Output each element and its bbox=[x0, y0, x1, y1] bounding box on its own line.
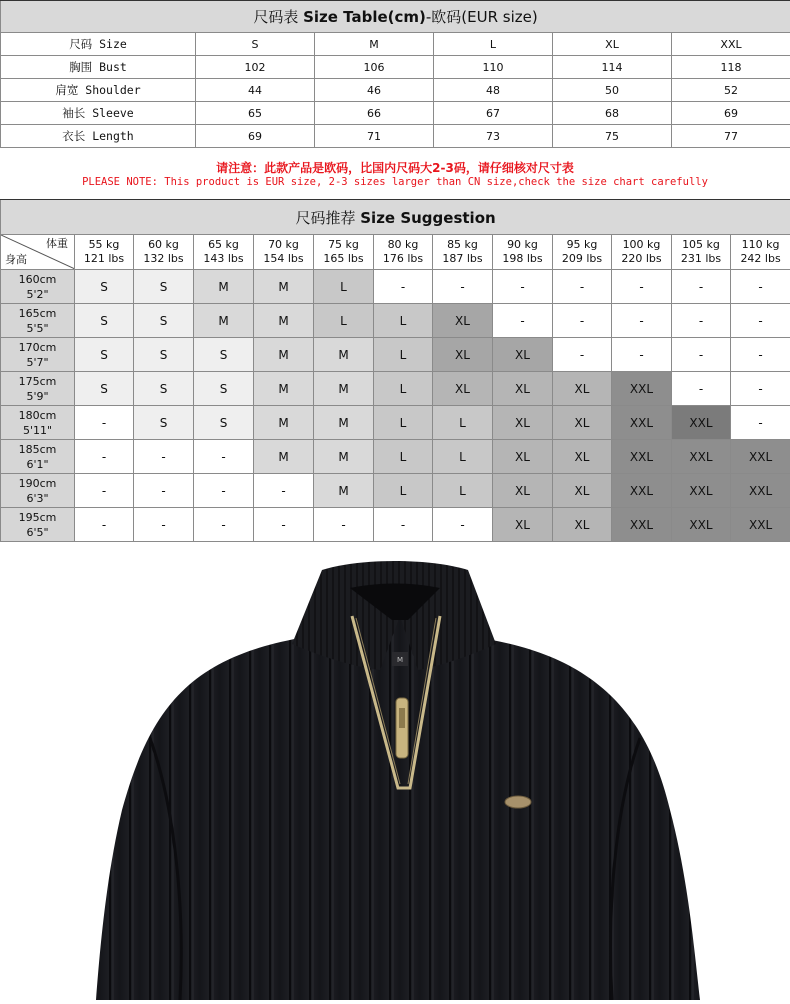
height-cm: 180cm bbox=[1, 408, 74, 423]
weight-header-row bbox=[1, 235, 790, 270]
weight-kg: 65 kg bbox=[194, 238, 253, 252]
height-ft: 6'1" bbox=[1, 457, 74, 472]
suggestion-cell: L bbox=[433, 474, 493, 508]
suggestion-cell: - bbox=[194, 508, 254, 542]
corner-height-label: 身高 bbox=[5, 253, 27, 267]
suggestion-cell: L bbox=[314, 304, 374, 338]
product-photo bbox=[0, 548, 790, 1000]
weight-lbs: 187 lbs bbox=[433, 252, 492, 266]
weight-lbs: 242 lbs bbox=[731, 252, 790, 266]
height-header-cell bbox=[1, 508, 75, 542]
size-table-title-suffix: -欧码(EUR size) bbox=[426, 8, 538, 26]
size-cell: 110 bbox=[434, 56, 553, 79]
sweater-illustration bbox=[0, 548, 790, 1000]
suggestion-cell: XXL bbox=[612, 508, 672, 542]
height-header-cell bbox=[1, 338, 75, 372]
suggestion-cell: S bbox=[75, 304, 134, 338]
suggestion-cell: - bbox=[75, 406, 134, 440]
size-row-label: 尺码 Size bbox=[1, 33, 196, 56]
suggestion-cell: - bbox=[493, 270, 553, 304]
suggestion-cell: - bbox=[553, 304, 612, 338]
size-cell: 71 bbox=[315, 125, 434, 148]
weight-lbs: 121 lbs bbox=[75, 252, 133, 266]
suggestion-cell: XL bbox=[553, 474, 612, 508]
size-table-row bbox=[1, 125, 790, 148]
suggestion-cell: XXL bbox=[731, 440, 790, 474]
weight-lbs: 220 lbs bbox=[612, 252, 671, 266]
size-cell: 114 bbox=[553, 56, 672, 79]
suggestion-cell: XL bbox=[493, 406, 553, 440]
corner-cell bbox=[1, 235, 75, 270]
weight-kg: 95 kg bbox=[553, 238, 611, 252]
weight-kg: 85 kg bbox=[433, 238, 492, 252]
size-note-cn: 请注意：此款产品是欧码，比国内尺码大2-3码，请仔细核对尺寸表 bbox=[0, 159, 790, 176]
weight-kg: 105 kg bbox=[672, 238, 730, 252]
suggestion-cell: - bbox=[672, 270, 731, 304]
suggestion-cell: XL bbox=[433, 304, 493, 338]
height-header-cell bbox=[1, 270, 75, 304]
size-cell: 118 bbox=[672, 56, 790, 79]
suggestion-row bbox=[1, 270, 790, 304]
suggestion-cell: XL bbox=[553, 372, 612, 406]
suggestion-cell: XL bbox=[433, 338, 493, 372]
suggestion-cell: M bbox=[314, 372, 374, 406]
size-table-body bbox=[1, 33, 790, 148]
height-cm: 170cm bbox=[1, 340, 74, 355]
suggestion-cell: XXL bbox=[612, 372, 672, 406]
size-row-label: 胸围 Bust bbox=[1, 56, 196, 79]
weight-lbs: 209 lbs bbox=[553, 252, 611, 266]
size-cell: 66 bbox=[315, 102, 434, 125]
suggestion-title-en: Size Suggestion bbox=[360, 209, 495, 227]
height-header-cell bbox=[1, 440, 75, 474]
size-note-en: PLEASE NOTE: This product is EUR size, 2-3 sizes larger than CN size,check the size chart carefully bbox=[0, 176, 790, 188]
weight-lbs: 198 lbs bbox=[493, 252, 552, 266]
size-cell: L bbox=[434, 33, 553, 56]
size-cell: 75 bbox=[553, 125, 672, 148]
weight-header-cell bbox=[493, 235, 553, 270]
size-cell: 50 bbox=[553, 79, 672, 102]
weight-kg: 90 kg bbox=[493, 238, 552, 252]
suggestion-cell: XXL bbox=[731, 508, 790, 542]
weight-lbs: 176 lbs bbox=[374, 252, 432, 266]
size-cell: 65 bbox=[196, 102, 315, 125]
suggestion-row bbox=[1, 474, 790, 508]
size-row-label: 袖长 Sleeve bbox=[1, 102, 196, 125]
suggestion-cell: - bbox=[374, 508, 433, 542]
suggestion-cell: S bbox=[134, 304, 194, 338]
size-row-label: 衣长 Length bbox=[1, 125, 196, 148]
height-header-cell bbox=[1, 372, 75, 406]
weight-header-cell bbox=[612, 235, 672, 270]
suggestion-cell: S bbox=[75, 270, 134, 304]
size-cell: 44 bbox=[196, 79, 315, 102]
suggestion-cell: - bbox=[75, 508, 134, 542]
suggestion-cell: M bbox=[254, 304, 314, 338]
weight-kg: 100 kg bbox=[612, 238, 671, 252]
suggestion-cell: L bbox=[374, 406, 433, 440]
suggestion-cell: L bbox=[374, 474, 433, 508]
suggestion-cell: - bbox=[731, 304, 790, 338]
suggestion-cell: M bbox=[254, 338, 314, 372]
suggestion-cell: - bbox=[75, 474, 134, 508]
weight-header-cell bbox=[134, 235, 194, 270]
size-cell: 52 bbox=[672, 79, 790, 102]
size-cell: M bbox=[315, 33, 434, 56]
suggestion-cell: - bbox=[612, 338, 672, 372]
suggestion-cell: - bbox=[731, 270, 790, 304]
suggestion-cell: S bbox=[134, 338, 194, 372]
suggestion-cell: M bbox=[254, 270, 314, 304]
weight-kg: 70 kg bbox=[254, 238, 313, 252]
suggestion-cell: - bbox=[254, 508, 314, 542]
height-ft: 6'3" bbox=[1, 491, 74, 506]
suggestion-cell: XL bbox=[493, 372, 553, 406]
suggestion-title bbox=[1, 200, 790, 235]
size-table bbox=[0, 0, 790, 148]
suggestion-cell: L bbox=[374, 338, 433, 372]
weight-kg: 55 kg bbox=[75, 238, 133, 252]
suggestion-cell: L bbox=[433, 440, 493, 474]
suggestion-cell: - bbox=[612, 270, 672, 304]
size-suggestion-table bbox=[0, 199, 790, 542]
size-table-row bbox=[1, 102, 790, 125]
suggestion-cell: S bbox=[75, 338, 134, 372]
size-table-row bbox=[1, 33, 790, 56]
suggestion-cell: - bbox=[672, 304, 731, 338]
suggestion-cell: - bbox=[254, 474, 314, 508]
size-cell: 67 bbox=[434, 102, 553, 125]
weight-header-cell bbox=[314, 235, 374, 270]
suggestion-cell: XL bbox=[493, 474, 553, 508]
suggestion-cell: XXL bbox=[672, 406, 731, 440]
height-ft: 5'2" bbox=[1, 287, 74, 302]
suggestion-cell: - bbox=[433, 270, 493, 304]
suggestion-cell: L bbox=[374, 372, 433, 406]
suggestion-cell: - bbox=[672, 338, 731, 372]
suggestion-cell: XXL bbox=[612, 474, 672, 508]
suggestion-cell: - bbox=[731, 372, 790, 406]
suggestion-cell: - bbox=[493, 304, 553, 338]
size-cell: 69 bbox=[196, 125, 315, 148]
corner-weight-label: 体重 bbox=[46, 237, 68, 251]
suggestion-cell: - bbox=[194, 440, 254, 474]
size-row-label: 肩宽 Shoulder bbox=[1, 79, 196, 102]
suggestion-cell: M bbox=[254, 440, 314, 474]
suggestion-cell: S bbox=[134, 406, 194, 440]
size-table-title-cn: 尺码表 bbox=[253, 8, 298, 26]
suggestion-cell: - bbox=[314, 508, 374, 542]
suggestion-cell: XL bbox=[493, 338, 553, 372]
weight-header-cell bbox=[672, 235, 731, 270]
suggestion-cell: - bbox=[731, 338, 790, 372]
suggestion-cell: XXL bbox=[672, 474, 731, 508]
weight-header-cell bbox=[553, 235, 612, 270]
neck-label-text: M bbox=[397, 656, 403, 664]
suggestion-title-cn: 尺码推荐 bbox=[295, 209, 355, 227]
height-ft: 5'9" bbox=[1, 389, 74, 404]
size-cell: 46 bbox=[315, 79, 434, 102]
suggestion-cell: M bbox=[194, 270, 254, 304]
weight-kg: 80 kg bbox=[374, 238, 432, 252]
suggestion-cell: L bbox=[433, 406, 493, 440]
suggestion-cell: - bbox=[134, 508, 194, 542]
suggestion-cell: XL bbox=[493, 440, 553, 474]
size-cell: 77 bbox=[672, 125, 790, 148]
suggestion-cell: L bbox=[374, 440, 433, 474]
weight-header-cell bbox=[75, 235, 134, 270]
height-ft: 5'7" bbox=[1, 355, 74, 370]
suggestion-cell: XL bbox=[553, 406, 612, 440]
height-ft: 5'5" bbox=[1, 321, 74, 336]
suggestion-cell: XL bbox=[433, 372, 493, 406]
suggestion-cell: - bbox=[553, 338, 612, 372]
suggestion-cell: M bbox=[314, 338, 374, 372]
height-cm: 165cm bbox=[1, 306, 74, 321]
size-note bbox=[0, 147, 790, 199]
suggestion-cell: S bbox=[194, 338, 254, 372]
height-cm: 195cm bbox=[1, 510, 74, 525]
suggestion-cell: XXL bbox=[672, 440, 731, 474]
size-cell: 73 bbox=[434, 125, 553, 148]
suggestion-cell: M bbox=[314, 406, 374, 440]
weight-kg: 75 kg bbox=[314, 238, 373, 252]
weight-lbs: 143 lbs bbox=[194, 252, 253, 266]
chest-badge bbox=[505, 796, 531, 808]
suggestion-cell: - bbox=[374, 270, 433, 304]
height-cm: 185cm bbox=[1, 442, 74, 457]
suggestion-cell: XXL bbox=[612, 406, 672, 440]
size-table-title-en: Size Table(cm) bbox=[303, 8, 426, 26]
height-header-cell bbox=[1, 406, 75, 440]
weight-lbs: 154 lbs bbox=[254, 252, 313, 266]
weight-lbs: 165 lbs bbox=[314, 252, 373, 266]
height-ft: 6'5" bbox=[1, 525, 74, 540]
size-cell: 102 bbox=[196, 56, 315, 79]
weight-header-cell bbox=[433, 235, 493, 270]
suggestion-cell: - bbox=[731, 406, 790, 440]
height-cm: 190cm bbox=[1, 476, 74, 491]
suggestion-cell: - bbox=[672, 372, 731, 406]
suggestion-cell: - bbox=[553, 270, 612, 304]
suggestion-row bbox=[1, 372, 790, 406]
suggestion-cell: L bbox=[314, 270, 374, 304]
size-cell: 48 bbox=[434, 79, 553, 102]
size-cell: XL bbox=[553, 33, 672, 56]
height-ft: 5'11" bbox=[1, 423, 74, 438]
suggestion-cell: - bbox=[134, 440, 194, 474]
height-cm: 160cm bbox=[1, 272, 74, 287]
size-table-row bbox=[1, 79, 790, 102]
suggestion-cell: M bbox=[314, 474, 374, 508]
size-cell: XXL bbox=[672, 33, 790, 56]
weight-kg: 60 kg bbox=[134, 238, 193, 252]
suggestion-cell: XXL bbox=[672, 508, 731, 542]
suggestion-row bbox=[1, 508, 790, 542]
suggestion-row bbox=[1, 338, 790, 372]
suggestion-body bbox=[1, 270, 790, 542]
suggestion-cell: XL bbox=[553, 508, 612, 542]
suggestion-cell: - bbox=[75, 440, 134, 474]
size-table-title bbox=[1, 1, 790, 33]
weight-header-cell bbox=[194, 235, 254, 270]
suggestion-cell: XXL bbox=[731, 474, 790, 508]
weight-header-cell bbox=[374, 235, 433, 270]
suggestion-cell: S bbox=[75, 372, 134, 406]
size-table-row bbox=[1, 56, 790, 79]
suggestion-cell: M bbox=[194, 304, 254, 338]
suggestion-row bbox=[1, 406, 790, 440]
suggestion-cell: L bbox=[374, 304, 433, 338]
suggestion-cell: M bbox=[254, 372, 314, 406]
suggestion-row bbox=[1, 440, 790, 474]
weight-header-cell bbox=[731, 235, 790, 270]
suggestion-cell: M bbox=[314, 440, 374, 474]
suggestion-cell: - bbox=[134, 474, 194, 508]
weight-lbs: 132 lbs bbox=[134, 252, 193, 266]
height-cm: 175cm bbox=[1, 374, 74, 389]
suggestion-cell: - bbox=[612, 304, 672, 338]
height-header-cell bbox=[1, 474, 75, 508]
suggestion-cell: S bbox=[194, 372, 254, 406]
suggestion-cell: - bbox=[433, 508, 493, 542]
size-cell: 68 bbox=[553, 102, 672, 125]
size-cell: S bbox=[196, 33, 315, 56]
suggestion-cell: S bbox=[134, 270, 194, 304]
suggestion-cell: S bbox=[194, 406, 254, 440]
suggestion-cell: XXL bbox=[612, 440, 672, 474]
suggestion-cell: M bbox=[254, 406, 314, 440]
height-header-cell bbox=[1, 304, 75, 338]
suggestion-cell: - bbox=[194, 474, 254, 508]
size-cell: 69 bbox=[672, 102, 790, 125]
weight-kg: 110 kg bbox=[731, 238, 790, 252]
suggestion-cell: XL bbox=[493, 508, 553, 542]
size-cell: 106 bbox=[315, 56, 434, 79]
weight-header-cell bbox=[254, 235, 314, 270]
suggestion-row bbox=[1, 304, 790, 338]
weight-lbs: 231 lbs bbox=[672, 252, 730, 266]
suggestion-cell: S bbox=[134, 372, 194, 406]
suggestion-cell: XL bbox=[553, 440, 612, 474]
